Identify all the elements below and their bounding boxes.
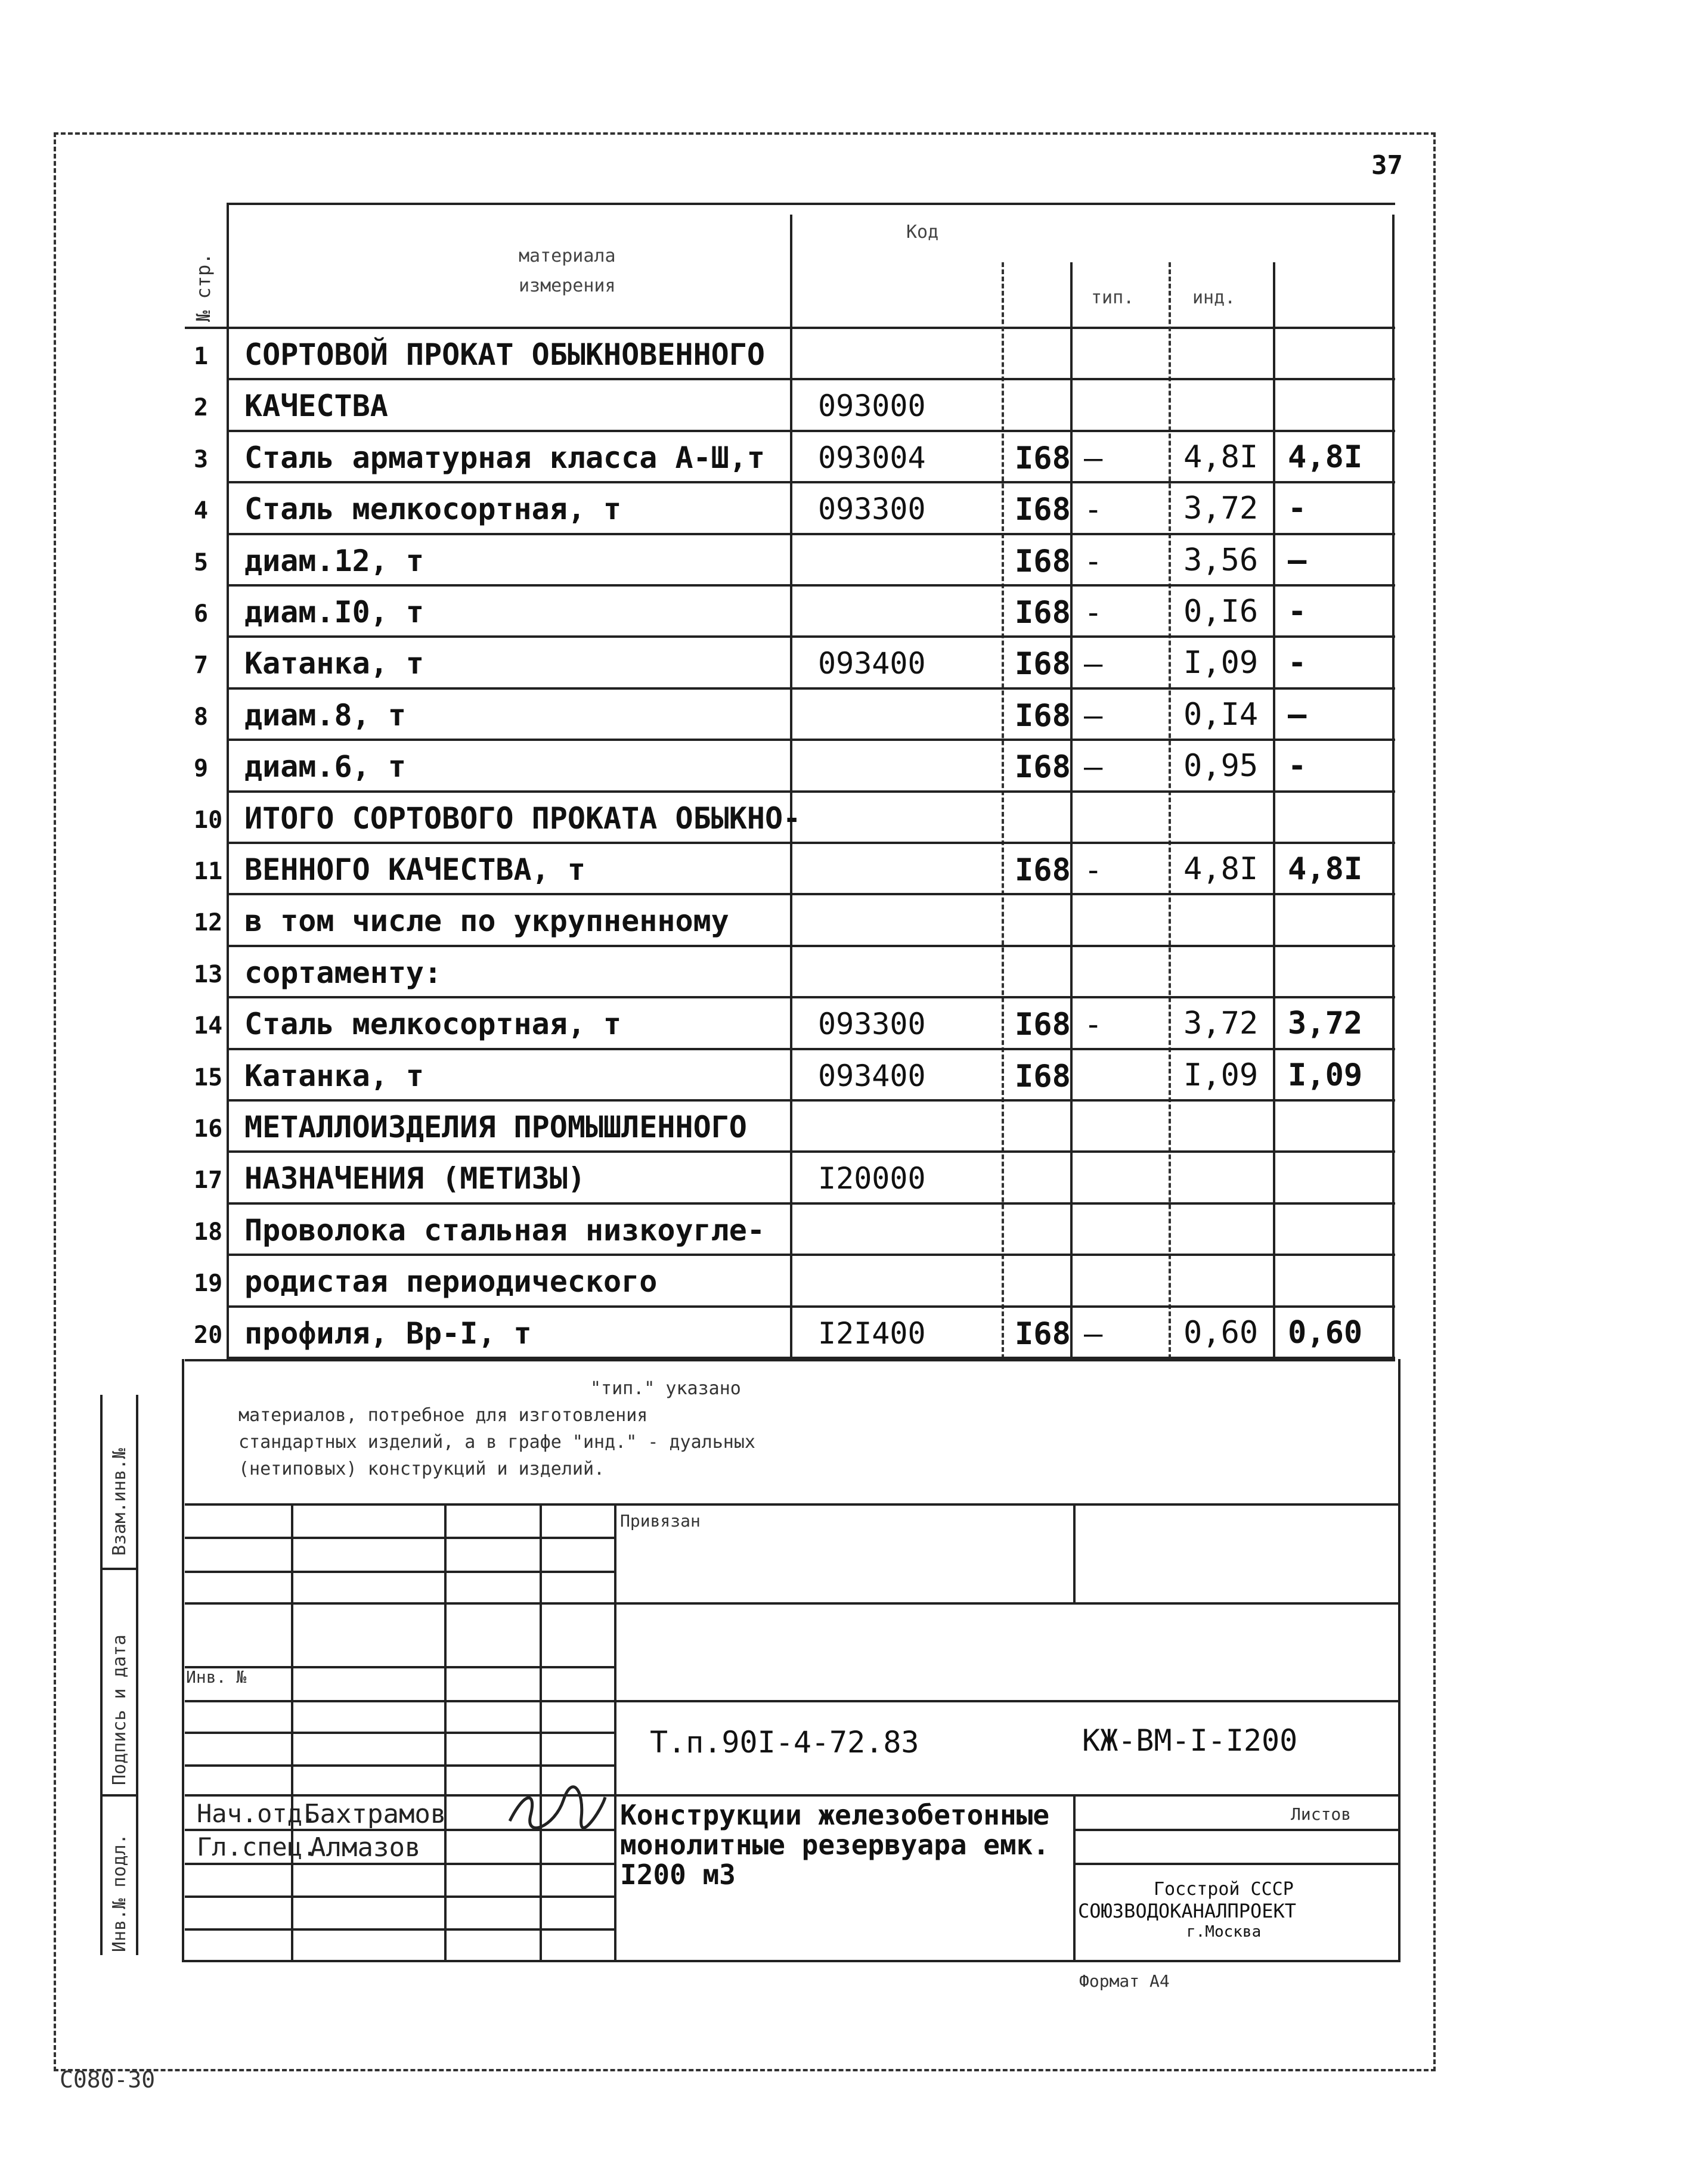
stamp-line-13 — [1073, 1863, 1398, 1865]
col-line-typ — [1169, 262, 1171, 1359]
row-qty: I68 — [1015, 1007, 1071, 1043]
row-divider — [227, 1099, 1395, 1102]
stamp-line-5 — [185, 1666, 614, 1668]
doc-code: КЖ-ВМ-I-I200 — [1082, 1723, 1298, 1758]
row-name: Сталь мелкосортная, т — [244, 492, 622, 527]
note-line2: материалов, потребное для изготовления — [238, 1405, 648, 1426]
row-code: 093400 — [818, 646, 926, 681]
row-name: Сталь арматурная класса А-Ш,т — [244, 440, 765, 475]
table-right-line — [1392, 215, 1395, 1359]
row-divider — [227, 739, 1395, 741]
row-divider — [227, 533, 1395, 535]
side-strip-left — [100, 1395, 103, 1955]
stamp-line-9 — [185, 1794, 1398, 1797]
row-divider — [227, 1150, 1395, 1153]
format-label: Формат А4 — [1079, 1971, 1170, 1991]
row-typ: 0,95 — [1183, 748, 1259, 784]
row-name: Сталь мелкосортная, т — [244, 1007, 622, 1042]
row-name: Катанка, т — [244, 1058, 424, 1093]
row-name: СОРТОВОЙ ПРОКАТ ОБЫКНОВЕННОГО — [244, 337, 765, 372]
row-divider — [227, 842, 1395, 844]
row-typ: 0,60 — [1183, 1314, 1259, 1351]
stamp-col-5 — [1073, 1503, 1076, 1602]
row-typ: I,09 — [1183, 645, 1259, 681]
stamp-bottom-line — [182, 1960, 1400, 1962]
row-number: 20 — [194, 1321, 223, 1349]
row-number: 13 — [194, 960, 223, 988]
row-divider — [227, 893, 1395, 895]
row-qty: I68 — [1015, 492, 1071, 528]
row-typ-mark: - — [1084, 852, 1103, 888]
stamp-line-11 — [1073, 1829, 1398, 1831]
row-code: I2I400 — [818, 1316, 926, 1351]
row-number: 8 — [194, 703, 209, 731]
side-strip-div1 — [100, 1568, 136, 1570]
row-divider — [227, 1048, 1395, 1050]
side-label-podpis-data: Подпись и дата — [109, 1634, 130, 1785]
stamp-line-14 — [185, 1896, 614, 1898]
row-typ: 3,56 — [1183, 542, 1259, 578]
row-number: 7 — [194, 652, 209, 680]
row-typ-mark: – — [1084, 646, 1103, 682]
row-divider — [227, 378, 1395, 380]
table-top-line — [227, 203, 1395, 205]
row-name: НАЗНАЧЕНИЯ (МЕТИЗЫ) — [244, 1161, 585, 1196]
row-typ: 4,8I — [1183, 439, 1259, 475]
col-line-ind — [1273, 262, 1275, 1359]
project-code: Т.п.90I-4-72.83 — [650, 1725, 919, 1760]
row-number: 19 — [194, 1270, 223, 1298]
header-ind: инд. — [1192, 287, 1236, 308]
header-name-line1: материала — [519, 246, 616, 266]
row-number: 17 — [194, 1167, 223, 1195]
row-divider — [227, 584, 1395, 587]
row-ind: - — [1288, 594, 1307, 629]
page-number: 37 — [1371, 150, 1403, 181]
row-qty: I68 — [1015, 697, 1071, 734]
row-name: диам.12, т — [244, 543, 424, 578]
stamp-line-1 — [185, 1503, 1398, 1506]
row-divider — [227, 945, 1395, 947]
stamp-col-3 — [540, 1503, 542, 1960]
stamp-col-2 — [444, 1503, 447, 1960]
row-typ: 3,72 — [1183, 1006, 1259, 1042]
stamp-line-4 — [185, 1602, 1398, 1605]
row-ind: 0,60 — [1288, 1314, 1363, 1351]
role1-label: Нач.отд. — [197, 1799, 318, 1828]
row-ind: 4,8I — [1288, 851, 1363, 887]
stamp-left-line — [182, 1359, 184, 1961]
org-line2: СОЮЗВОДОКАНАЛПРОЕКТ — [1078, 1900, 1297, 1922]
row-typ-mark: – — [1084, 440, 1103, 476]
stamp-line-6 — [185, 1700, 1398, 1702]
stamp-col-1 — [291, 1503, 293, 1960]
row-code: 093300 — [818, 492, 926, 527]
row-code: 093000 — [818, 389, 926, 424]
row-code: 093300 — [818, 1007, 926, 1042]
row-name: диам.6, т — [244, 749, 406, 784]
row-code: I20000 — [818, 1161, 926, 1196]
col-line-qty — [1070, 262, 1073, 1359]
row-divider — [227, 687, 1395, 690]
row-typ-mark: - — [1084, 543, 1103, 579]
side-label-inv-podl: Инв.№ подл. — [109, 1834, 130, 1952]
header-rownum: № стр. — [192, 253, 215, 322]
org-line3: г.Москва — [1186, 1923, 1262, 1941]
row-divider — [227, 481, 1395, 483]
row-name: ВЕННОГО КАЧЕСТВА, т — [244, 852, 585, 887]
row-typ: 4,8I — [1183, 851, 1259, 887]
row-typ: 3,72 — [1183, 491, 1259, 527]
row-number: 6 — [194, 600, 209, 628]
row-qty: I68 — [1015, 595, 1071, 631]
row-name: родистая периодического — [244, 1264, 658, 1299]
stamp-top-line — [185, 1359, 1395, 1361]
row-typ: 0,I4 — [1183, 696, 1259, 733]
stamp-line-2 — [185, 1537, 614, 1539]
note-line1: "тип." указано — [590, 1378, 741, 1399]
row-name: диам.8, т — [244, 697, 406, 733]
row-number: 16 — [194, 1115, 223, 1143]
stamp-col-4 — [614, 1503, 616, 1960]
row-name: КАЧЕСТВА — [244, 389, 388, 424]
privyazan-label: Привязан — [620, 1511, 701, 1531]
row-number: 1 — [194, 343, 209, 370]
row-divider — [227, 430, 1395, 432]
side-strip-mid — [136, 1395, 138, 1955]
row-name: МЕТАЛЛОИЗДЕЛИЯ ПРОМЫШЛЕННОГО — [244, 1110, 747, 1144]
row-number: 18 — [194, 1218, 223, 1246]
note-line3: стандартных изделий, а в графе "инд." - дуальных — [238, 1432, 755, 1453]
stamp-line-7 — [185, 1732, 614, 1734]
row-number: 5 — [194, 548, 209, 576]
row-number: 15 — [194, 1063, 223, 1091]
row-typ-mark: - — [1084, 595, 1103, 631]
row-name: диам.I0, т — [244, 595, 424, 629]
row-divider — [227, 635, 1395, 638]
row-number: 12 — [194, 909, 223, 937]
footer-code: С080-30 — [60, 2067, 156, 2093]
header-name-line2: измерения — [519, 275, 616, 296]
row-name: в том числе по укрупненному — [244, 904, 729, 939]
row-ind: - — [1288, 491, 1307, 527]
row-code: 093004 — [818, 440, 926, 475]
row-number: 11 — [194, 858, 223, 885]
row-ind: 3,72 — [1288, 1006, 1363, 1042]
row-number: 4 — [194, 497, 209, 525]
row-name: сортаменту: — [244, 955, 442, 990]
row-typ-mark: – — [1084, 749, 1103, 786]
row-divider — [227, 1202, 1395, 1205]
row-qty: I68 — [1015, 646, 1071, 682]
side-strip-div2 — [100, 1794, 136, 1797]
row-name: ИТОГО СОРТОВОГО ПРОКАТА ОБЫКНО- — [244, 801, 801, 836]
name2-label: Алмазов — [310, 1832, 421, 1863]
row-typ-mark: – — [1084, 1316, 1103, 1352]
row-ind: 4,8I — [1288, 439, 1363, 475]
row-qty: I68 — [1015, 1058, 1071, 1094]
stamp-col-6 — [1073, 1794, 1076, 1960]
row-number: 2 — [194, 394, 209, 422]
title-line2: монолитные резервуара емк. — [620, 1829, 1050, 1861]
stamp-line-8 — [185, 1764, 614, 1767]
row-qty: I68 — [1015, 1316, 1071, 1352]
org-line1: Госстрой СССР — [1154, 1879, 1294, 1900]
row-ind: – — [1288, 696, 1307, 733]
row-name: Проволока стальная низкоугле- — [244, 1212, 765, 1248]
title-line3: I200 м3 — [620, 1859, 736, 1891]
stamp-right-line — [1398, 1359, 1400, 1961]
row-number: 3 — [194, 445, 209, 473]
row-qty: I68 — [1015, 852, 1071, 888]
sheet-label: Листов — [1291, 1804, 1352, 1824]
row-ind: - — [1288, 645, 1307, 681]
col-line-name — [790, 215, 792, 1359]
row-divider — [227, 996, 1395, 998]
role2-label: Гл.спец. — [197, 1832, 318, 1862]
row-typ-mark: – — [1084, 697, 1103, 734]
stamp-line-12 — [185, 1863, 614, 1865]
row-ind: - — [1288, 748, 1307, 784]
col-line-rownum — [227, 203, 229, 1359]
row-qty: I68 — [1015, 543, 1071, 579]
row-divider — [227, 1254, 1395, 1256]
inv-no-label: Инв. № — [186, 1667, 247, 1687]
row-qty: I68 — [1015, 749, 1071, 786]
stamp-line-3 — [185, 1571, 614, 1573]
row-typ-mark: - — [1084, 1007, 1103, 1043]
row-divider — [227, 1305, 1395, 1308]
row-ind: – — [1288, 542, 1307, 578]
header-code: Код — [906, 222, 939, 243]
stamp-line-15 — [185, 1928, 614, 1931]
row-name: профиля, Вр-I, т — [244, 1316, 532, 1351]
row-qty: I68 — [1015, 440, 1071, 476]
title-line1: Конструкции железобетонные — [620, 1799, 1050, 1831]
row-number: 14 — [194, 1012, 223, 1040]
row-name: Катанка, т — [244, 646, 424, 681]
header-typ: тип. — [1091, 287, 1135, 308]
note-line4: (нетиповых) конструкций и изделий. — [238, 1459, 605, 1479]
row-number: 9 — [194, 755, 209, 783]
signature-mark — [507, 1785, 608, 1833]
row-typ: 0,I6 — [1183, 594, 1259, 629]
row-code: 093400 — [818, 1058, 926, 1093]
row-ind: I,09 — [1288, 1057, 1363, 1093]
name1-label: Бахтрамов — [304, 1799, 447, 1829]
row-divider — [227, 790, 1395, 793]
side-label-vzam-inv: Взам.инв.№ — [109, 1448, 130, 1556]
col-line-code — [1002, 262, 1004, 1359]
row-typ: I,09 — [1183, 1057, 1259, 1093]
row-number: 10 — [194, 806, 223, 834]
row-typ-mark: - — [1084, 492, 1103, 528]
